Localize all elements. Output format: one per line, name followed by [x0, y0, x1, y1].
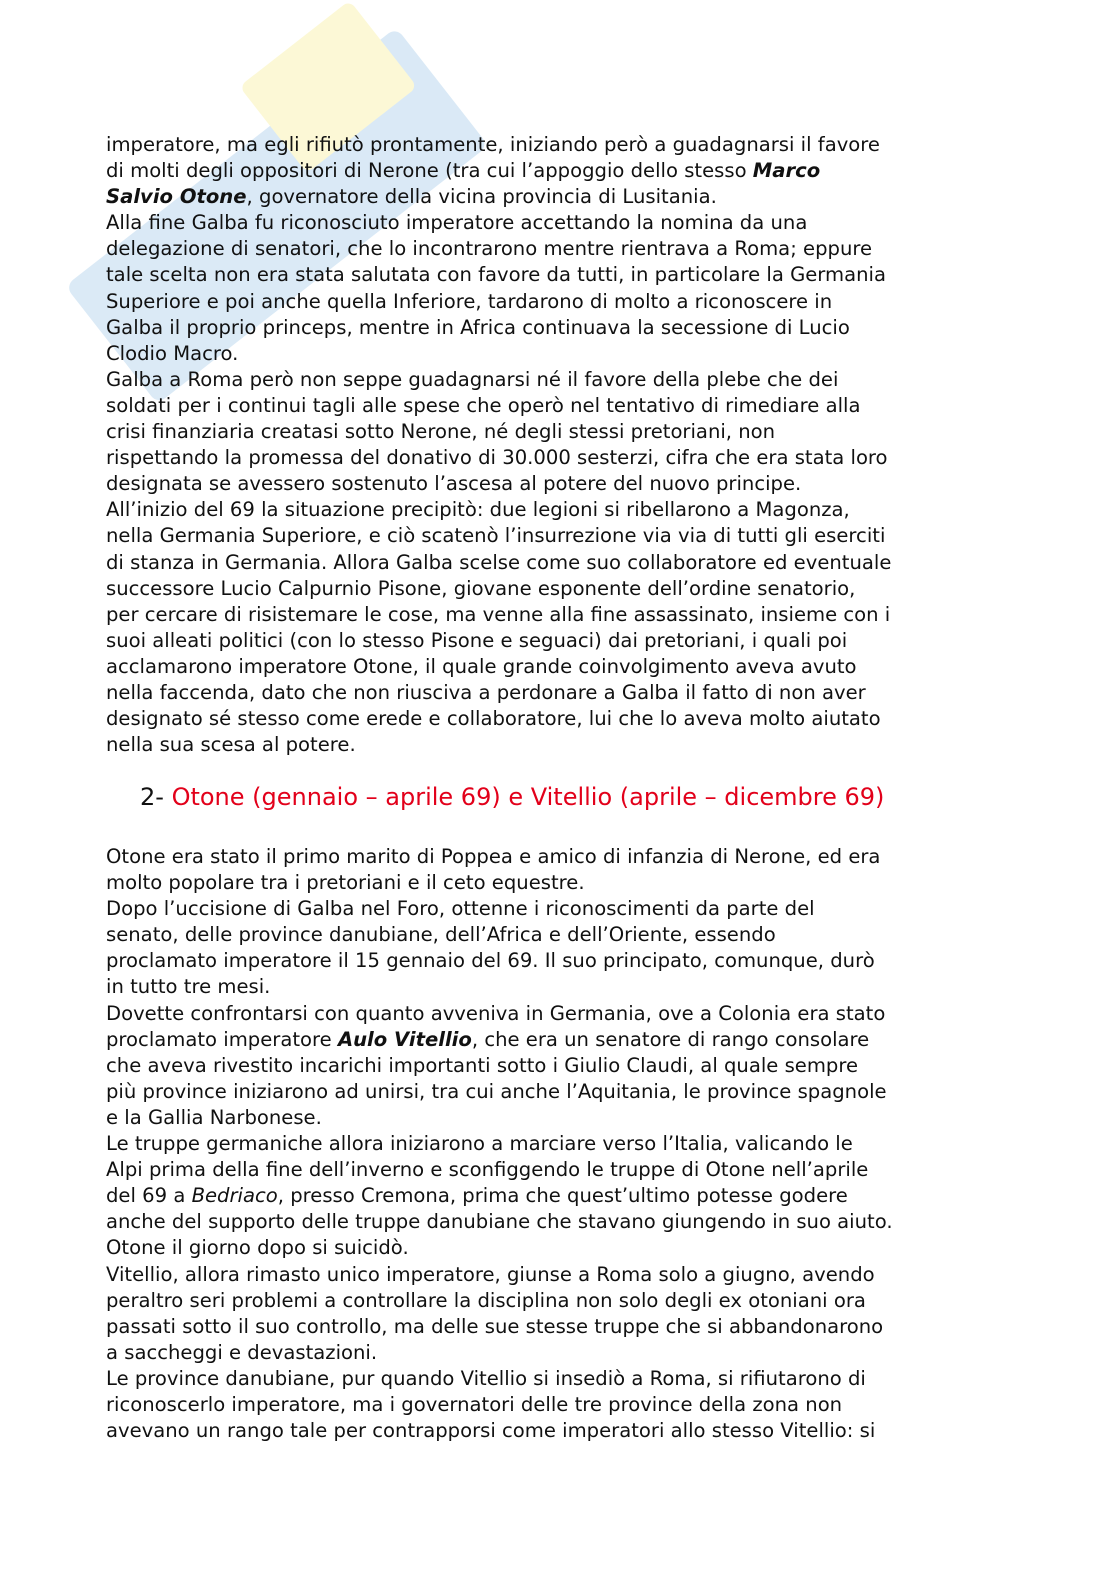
- text-line: [106, 341, 891, 367]
- text-segment: che aveva rivestito incarichi importanti sotto i Giulio Claudi, al quale sempre: [106, 1053, 859, 1077]
- text-line: [106, 1340, 893, 1366]
- text-segment: Dovette confrontarsi con quanto avveniva in Germania, ove a Colonia era stato: [106, 1001, 886, 1025]
- emphasized-text: Salvio Otone: [106, 185, 247, 209]
- text-segment: passati sotto il suo controllo, ma delle sue stesse truppe che si abbandonarono: [106, 1314, 884, 1338]
- text-line: [106, 236, 891, 262]
- text-segment: Otone era stato il primo marito di Poppea e amico di infanzia di Nerone, ed era: [106, 845, 881, 868]
- text-line: [106, 158, 891, 184]
- emphasized-text: Marco: [752, 159, 821, 183]
- text-line: [106, 1209, 893, 1235]
- text-segment: designata se avessero sostenuto l’ascesa al potere del nuovo principe.: [106, 472, 802, 496]
- text-segment: Clodio Macro.: [106, 341, 239, 365]
- text-line: [106, 896, 893, 922]
- text-segment: suoi alleati politici (con lo stesso Pisone e seguaci) dai pretoriani, i quali poi: [106, 628, 848, 652]
- text-segment: tale scelta non era stata salutata con favore da tutti, in particolare la Germania: [106, 263, 886, 287]
- text-line: [106, 445, 891, 471]
- text-segment: proclamato imperatore: [106, 1027, 338, 1051]
- body-text-section-2: [106, 844, 893, 1444]
- text-line: [106, 1001, 893, 1027]
- text-line: [106, 1314, 893, 1340]
- text-segment: crisi finanziaria creatasi sotto Nerone, né degli stessi pretoriani, non: [106, 420, 776, 444]
- text-segment: All’inizio del 69 la situazione precipitò: due legioni si ribellarono a Magonza,: [106, 498, 850, 522]
- text-line: [106, 628, 891, 654]
- text-segment: per cercare di risistemare le cose, ma venne alla fine assassinato, insieme con i: [106, 602, 891, 626]
- text-segment: nella Germania Superiore, e ciò scatenò l’insurrezione via via di tutti gli eserciti: [106, 524, 886, 548]
- text-segment: Superiore e poi anche quella Inferiore, tardarono di molto a riconoscere in: [106, 289, 833, 313]
- text-line: [106, 1027, 893, 1053]
- text-line: [106, 393, 891, 419]
- text-line: [106, 1053, 893, 1079]
- text-line: [106, 550, 891, 576]
- text-segment: Le truppe germaniche allora iniziarono a marciare verso l’Italia, valicando le: [106, 1132, 853, 1156]
- text-segment: e la Gallia Narbonese.: [106, 1105, 322, 1129]
- text-line: [106, 844, 893, 870]
- text-line: [106, 680, 891, 706]
- text-line: [106, 132, 891, 158]
- text-line: [106, 1105, 893, 1131]
- text-segment: Galba a Roma però non seppe guadagnarsi né il favore della plebe che dei: [106, 367, 839, 391]
- text-line: [106, 732, 891, 758]
- text-line: [106, 1392, 893, 1418]
- text-line: [106, 1418, 893, 1444]
- text-line: [106, 706, 891, 732]
- body-text-section-1: [106, 132, 891, 758]
- text-line: [106, 315, 891, 341]
- text-segment: acclamarono imperatore Otone, il quale grande coinvolgimento aveva avuto: [106, 654, 857, 678]
- text-line: [106, 1366, 893, 1392]
- text-segment: Alpi prima della fine dell’inverno e sconfiggendo le truppe di Otone nell’aprile: [106, 1158, 869, 1182]
- text-segment: designato sé stesso come erede e collaboratore, lui che lo aveva molto aiutato: [106, 707, 881, 731]
- text-line: [106, 184, 891, 210]
- text-line: [106, 1288, 893, 1314]
- text-line: [106, 210, 891, 236]
- text-segment: Otone il giorno dopo si suicidò.: [106, 1236, 409, 1260]
- text-segment: , che era un senatore di rango consolare: [471, 1027, 870, 1051]
- text-segment: proclamato imperatore il 15 gennaio del 69. Il suo principato, comunque, durò: [106, 949, 875, 973]
- text-line: [106, 471, 891, 497]
- text-line: [106, 262, 891, 288]
- text-segment: , governatore della vicina provincia di Lusitania.: [246, 185, 717, 209]
- section-heading: [140, 783, 884, 811]
- text-line: [106, 419, 891, 445]
- text-segment: nella sua scesa al potere.: [106, 733, 356, 757]
- text-segment: Vitellio, allora rimasto unico imperatore, giunse a Roma solo a giugno, avendo: [106, 1262, 875, 1286]
- text-segment: Dopo l’uccisione di Galba nel Foro, ottenne i riconoscimenti da parte del: [106, 897, 815, 921]
- text-line: [106, 1262, 893, 1288]
- text-segment: soldati per i continui tagli alle spese che operò nel tentativo di rimediare alla: [106, 393, 861, 417]
- text-line: [106, 974, 893, 1000]
- text-line: [106, 523, 891, 549]
- text-line: [106, 870, 893, 896]
- text-line: [106, 497, 891, 523]
- text-segment: anche del supporto delle truppe danubiane che stavano giungendo in suo aiuto.: [106, 1210, 893, 1234]
- text-segment: imperatore, ma egli rifiutò prontamente, iniziando però a guadagnarsi il favore: [106, 133, 880, 156]
- text-segment: Alla fine Galba fu riconosciuto imperatore accettando la nomina da una: [106, 211, 808, 235]
- text-segment: rispettando la promessa del donativo di 30.000 sesterzi, cifra che era stata loro: [106, 446, 888, 470]
- text-line: [106, 654, 891, 680]
- text-line: [106, 367, 891, 393]
- text-segment: riconoscerlo imperatore, ma i governatori delle tre province della zona non: [106, 1392, 843, 1416]
- text-line: [106, 1131, 893, 1157]
- emphasized-text: Aulo Vitellio: [337, 1027, 472, 1051]
- text-segment: di molti degli oppositori di Nerone (tra cui l’appoggio dello stesso: [106, 159, 753, 183]
- heading-number: 2-: [140, 783, 172, 811]
- text-line: [106, 602, 891, 628]
- text-segment: senato, delle province danubiane, dell’Africa e dell’Oriente, essendo: [106, 923, 776, 947]
- text-segment: nella faccenda, dato che non riusciva a perdonare a Galba il fatto di non aver: [106, 680, 866, 704]
- text-line: [106, 1079, 893, 1105]
- text-line: [106, 576, 891, 602]
- text-line: [106, 1183, 893, 1209]
- text-segment: peraltro seri problemi a controllare la disciplina non solo degli ex otoniani ora: [106, 1288, 866, 1312]
- text-segment: , presso Cremona, prima che quest’ultimo potesse godere: [277, 1184, 848, 1208]
- text-line: [106, 289, 891, 315]
- text-segment: delegazione di senatori, che lo incontrarono mentre rientrava a Roma; eppure: [106, 237, 873, 261]
- text-line: [106, 1235, 893, 1261]
- text-segment: del 69 a: [106, 1184, 192, 1208]
- text-line: [106, 948, 893, 974]
- text-line: [106, 922, 893, 948]
- heading-title: Otone (gennaio – aprile 69) e Vitellio (aprile – dicembre 69): [171, 783, 885, 811]
- text-segment: a saccheggi e devastazioni.: [106, 1340, 378, 1364]
- text-segment: successore Lucio Calpurnio Pisone, giovane esponente dell’ordine senatorio,: [106, 576, 856, 600]
- text-segment: avevano un rango tale per contrapporsi come imperatori allo stesso Vitellio: si: [106, 1419, 876, 1443]
- text-segment: Galba il proprio princeps, mentre in Africa continuava la secessione di Lucio: [106, 315, 850, 339]
- text-segment: di stanza in Germania. Allora Galba scelse come suo collaboratore ed eventuale: [106, 550, 892, 574]
- text-segment: Le province danubiane, pur quando Vitellio si insediò a Roma, si rifiutarono di: [106, 1366, 866, 1390]
- text-segment: molto popolare tra i pretoriani e il ceto equestre.: [106, 871, 585, 895]
- text-segment: in tutto tre mesi.: [106, 975, 271, 999]
- text-segment: più province iniziarono ad unirsi, tra cui anche l’Aquitania, le province spagnole: [106, 1079, 887, 1103]
- emphasized-text: Bedriaco: [191, 1184, 278, 1208]
- text-line: [106, 1157, 893, 1183]
